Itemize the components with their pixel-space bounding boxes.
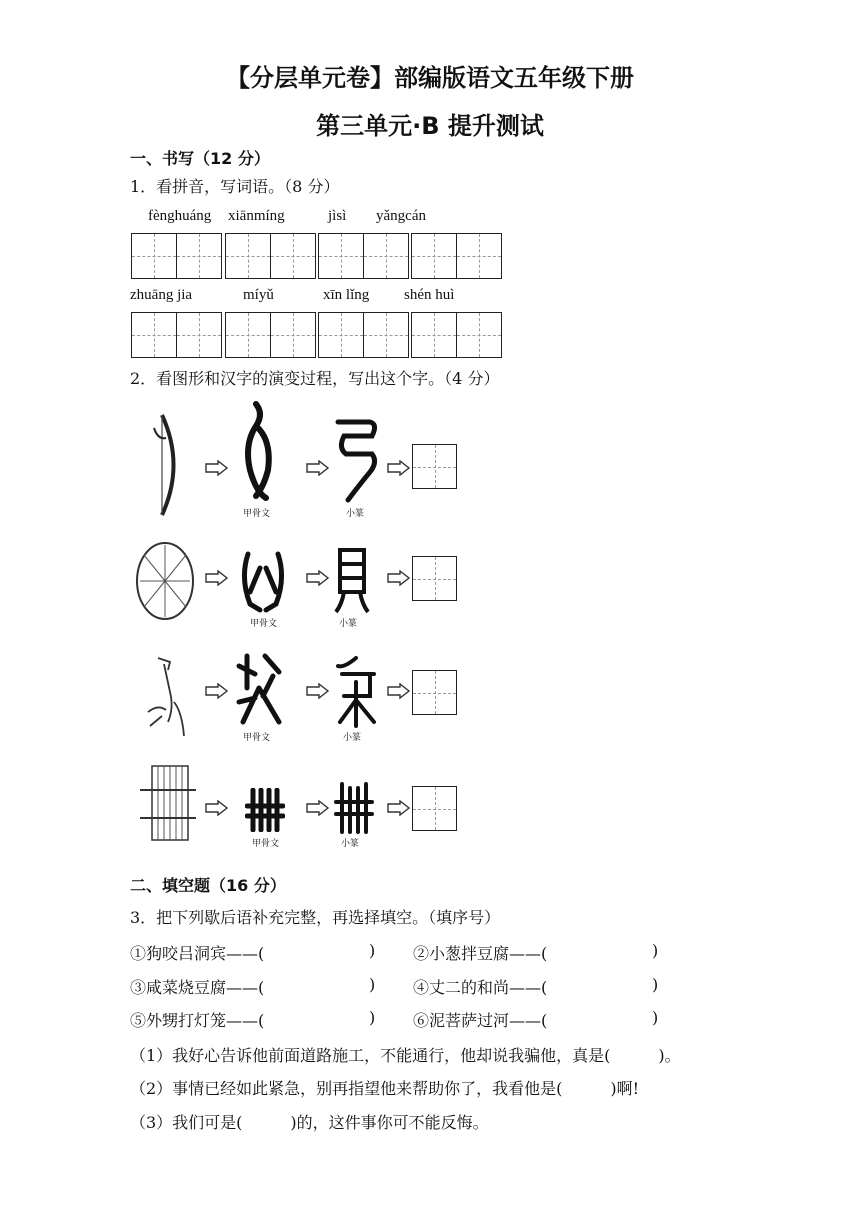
seal-glyph: [334, 546, 370, 616]
bamboo-slips-picture: [138, 760, 198, 844]
arrow-icon: [387, 460, 411, 476]
writing-box[interactable]: [318, 312, 364, 358]
caption-oracle: 甲骨文: [243, 509, 271, 519]
writing-box[interactable]: [411, 233, 457, 279]
arrow-icon: [387, 570, 411, 586]
xiehouyu-item-6: ⑥泥菩萨过河——(: [413, 1011, 548, 1030]
close-paren: ): [652, 1008, 659, 1027]
arrow-icon: [306, 570, 330, 586]
writing-box[interactable]: [131, 312, 177, 358]
caption-oracle: 甲骨文: [250, 619, 278, 629]
pinyin-7: xīn lǐng: [323, 287, 370, 303]
arrow-icon: [205, 460, 229, 476]
q1-prompt: 1．看拼音，写词语。（8 分）: [130, 177, 340, 196]
writing-box[interactable]: [363, 312, 409, 358]
caption-seal: 小篆: [341, 839, 360, 849]
q3-prompt: 3．把下列歇后语补充完整，再选择填空。（填序号）: [130, 908, 501, 927]
writing-box[interactable]: [176, 233, 222, 279]
caption-seal: 小篆: [346, 509, 365, 519]
oracle-bone-glyph: [238, 548, 288, 616]
caption-oracle: 甲骨文: [243, 733, 271, 743]
writing-box[interactable]: [318, 233, 364, 279]
writing-box[interactable]: [270, 312, 316, 358]
close-paren: ): [652, 975, 659, 994]
close-paren: ): [369, 975, 376, 994]
section1-heading: 一、书写（12 分）: [130, 149, 270, 168]
writing-box[interactable]: [270, 233, 316, 279]
caption-oracle: 甲骨文: [252, 839, 280, 849]
hand-picture: [140, 652, 190, 742]
pinyin-3: jìsì: [328, 208, 347, 224]
pinyin-1: fènghuáng: [148, 208, 212, 224]
xiehouyu-item-2: ②小葱拌豆腐——(: [413, 944, 548, 963]
bow-picture: [140, 410, 185, 520]
close-paren: ): [369, 1008, 376, 1027]
writing-box[interactable]: [176, 312, 222, 358]
writing-box[interactable]: [363, 233, 409, 279]
answer-box[interactable]: [412, 786, 457, 831]
section2-heading: 二、填空题（16 分）: [130, 876, 286, 895]
answer-box[interactable]: [412, 444, 457, 489]
xiehouyu-item-5: ⑤外甥打灯笼——(: [130, 1011, 265, 1030]
arrow-icon: [306, 683, 330, 699]
sentence-3: （3）我们可是( )的，这件事你可不能反悔。: [130, 1113, 489, 1132]
writing-box[interactable]: [411, 312, 457, 358]
xiehouyu-item-1: ①狗咬吕洞宾——(: [130, 944, 265, 963]
pinyin-2: xiānmíng: [228, 208, 285, 224]
arrow-icon: [306, 800, 330, 816]
answer-box[interactable]: [412, 670, 457, 715]
page-title: 【分层单元卷】部编版语文五年级下册: [226, 64, 634, 92]
pinyin-8: shén huì: [404, 287, 455, 303]
pinyin-6: míyǔ: [243, 287, 274, 303]
pinyin-4: yǎngcán: [376, 208, 426, 224]
oracle-bone-glyph: [236, 400, 280, 505]
xiehouyu-item-4: ④丈二的和尚——(: [413, 978, 548, 997]
shell-picture: [134, 540, 196, 622]
writing-box[interactable]: [456, 312, 502, 358]
arrow-icon: [387, 800, 411, 816]
writing-box[interactable]: [225, 233, 271, 279]
xiehouyu-item-3: ③咸菜烧豆腐——(: [130, 978, 265, 997]
caption-seal: 小篆: [343, 733, 362, 743]
oracle-bone-glyph: [235, 652, 285, 728]
arrow-icon: [205, 570, 229, 586]
pinyin-5: zhuāng jia: [130, 287, 193, 303]
page-subtitle: 第三单元·B 提升测试: [316, 112, 544, 140]
writing-box[interactable]: [225, 312, 271, 358]
sentence-1: （1）我好心告诉他前面道路施工，不能通行，他却说我骗他，真是( )。: [130, 1046, 681, 1065]
seal-glyph: [334, 656, 378, 728]
close-paren: ): [369, 941, 376, 960]
caption-seal: 小篆: [339, 619, 358, 629]
writing-box[interactable]: [131, 233, 177, 279]
q2-prompt: 2．看图形和汉字的演变过程，写出这个字。（4 分）: [130, 369, 500, 388]
oracle-bone-glyph: [245, 788, 285, 832]
seal-glyph: [334, 782, 374, 834]
sentence-2: （2）事情已经如此紧急，别再指望他来帮助你了，我看他是( )啊!: [130, 1079, 640, 1098]
close-paren: ): [652, 941, 659, 960]
arrow-icon: [205, 683, 229, 699]
arrow-icon: [387, 683, 411, 699]
seal-glyph: [334, 414, 382, 504]
answer-box[interactable]: [412, 556, 457, 601]
writing-box[interactable]: [456, 233, 502, 279]
arrow-icon: [306, 460, 330, 476]
arrow-icon: [205, 800, 229, 816]
